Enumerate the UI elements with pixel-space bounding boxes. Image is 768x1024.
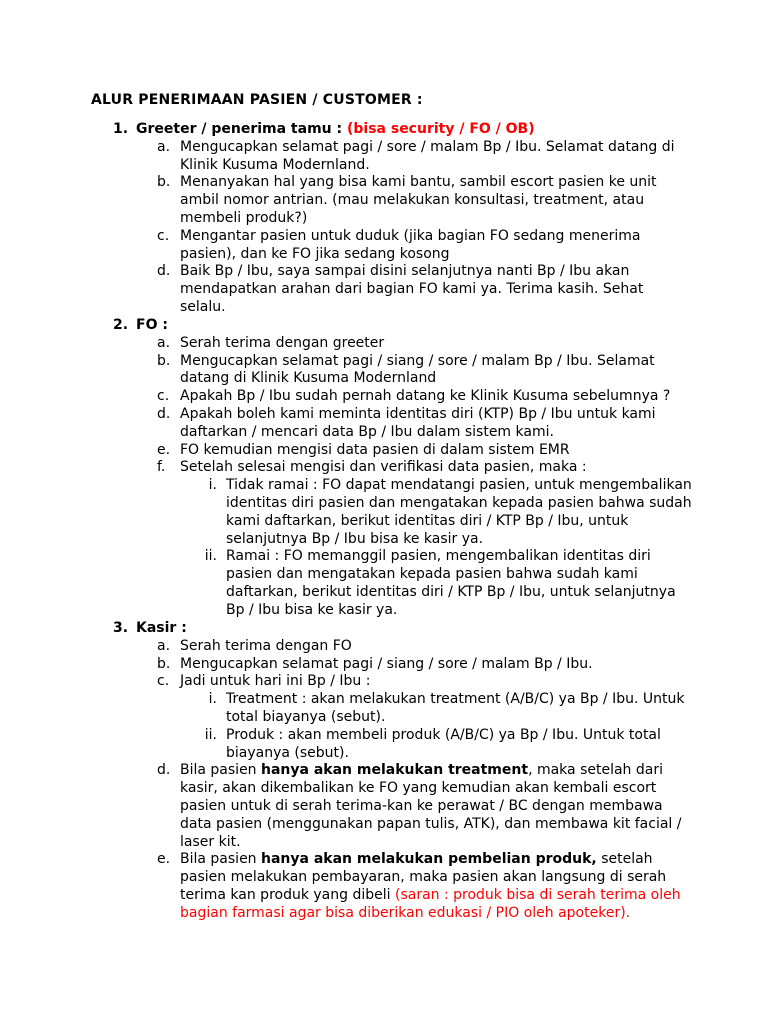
item-text: Serah terima dengan greeter — [180, 334, 385, 351]
section-fo — [113, 317, 693, 620]
item-label: d. — [157, 263, 171, 280]
item-text: Menanyakan hal yang bisa kami bantu, sambil escort pasien ke unit ambil nomor antrian. (mau melakukan konsultasi, treatment, atau membeli produk?) — [180, 174, 657, 226]
item-text-post: setelah pasien melakukan pembayaran, maka pasien akan langsung di serah terima kan produk yang dibeli — [180, 851, 667, 903]
section-title: Greeter / penerima tamu : — [136, 121, 343, 137]
item-label: e. — [157, 441, 171, 458]
list-item — [113, 673, 693, 691]
item-note: (saran : produk bisa di serah terima oleh bagian farmasi agar bisa diberikan edukasi / PIO oleh apoteker). — [180, 886, 681, 921]
item-label: a. — [157, 334, 171, 351]
section-greeter — [113, 121, 693, 317]
item-label: e. — [157, 851, 171, 868]
item-text: Jadi untuk hari ini Bp / Ibu : — [180, 673, 371, 690]
item-text: Mengucapkan selamat pagi / siang / sore / malam Bp / Ibu. Selamat datang di Klinik Kusuma Modernland — [180, 352, 655, 387]
item-text-pre: Bila pasien — [180, 851, 261, 868]
sub-list-item — [113, 548, 693, 619]
section-note: (bisa security / FO / OB) — [346, 121, 535, 137]
list-item — [113, 174, 693, 227]
item-label: c. — [157, 227, 170, 244]
item-text-bold: hanya akan melakukan pembelian produk, — [261, 851, 597, 868]
list-item — [113, 228, 693, 264]
list-item — [113, 762, 693, 851]
list-item — [113, 442, 693, 460]
section-number: 1. — [113, 121, 129, 137]
sub-item-text: Produk : akan membeli produk (A/B/C) ya Bp / Ibu. Untuk total biayanya (sebut). — [226, 726, 661, 761]
item-label: b. — [157, 655, 171, 672]
sub-list-item — [113, 727, 693, 763]
item-label: f. — [157, 459, 166, 476]
sub-item-text: Tidak ramai : FO dapat mendatangi pasien, untuk mengembalikan identitas diri pasien dan mengatakan kepada pasien bahwa sudah kami daftarkan, berikut identitas diri / KTP Bp / Ibu, untuk selanjutnya Bp / Ibu bisa ke kasir ya. — [226, 477, 692, 547]
list-item — [113, 459, 693, 477]
item-label: d. — [157, 762, 171, 779]
list-item — [113, 851, 693, 922]
list-item — [113, 388, 693, 406]
item-text-bold: hanya akan melakukan treatment — [261, 762, 529, 779]
item-text-post: , maka setelah dari kasir, akan dikembalikan ke FO yang kemudian akan kembali escort pasien untuk di serah terima-kan ke perawat / BC dengan membawa data pasien (menggunakan papan tulis, ATK), dan membawa kit facial / laser kit. — [180, 762, 682, 850]
list-item — [113, 335, 693, 353]
item-label: a. — [157, 138, 171, 155]
section-number: 3. — [113, 620, 129, 636]
section-title: Kasir : — [136, 620, 187, 636]
sub-item-label: i. — [208, 691, 217, 708]
sub-item-text: Treatment : akan melakukan treatment (A/B/C) ya Bp / Ibu. Untuk total biayanya (sebut). — [226, 691, 685, 725]
list-item — [113, 263, 693, 316]
sub-list-item — [113, 477, 693, 548]
item-text: Apakah Bp / Ibu sudah pernah datang ke Klinik Kusuma sebelumnya ? — [180, 388, 671, 405]
item-label: c. — [157, 673, 170, 690]
sub-item-label: i. — [208, 477, 217, 494]
list-item — [113, 638, 693, 656]
section-kasir — [113, 620, 693, 923]
item-text: Apakah boleh kami meminta identitas diri (KTP) Bp / Ibu untuk kami daftarkan / mencari data Bp / Ibu dalam sistem kami. — [180, 405, 656, 440]
item-label: b. — [157, 352, 171, 369]
section-heading — [113, 121, 693, 139]
item-label: c. — [157, 388, 170, 405]
item-text-pre: Bila pasien — [180, 762, 261, 779]
item-label: a. — [157, 637, 171, 654]
section-heading — [113, 317, 693, 335]
section-heading — [113, 620, 693, 638]
sub-list-item — [113, 691, 693, 727]
item-text: Mengantar pasien untuk duduk (jika bagian FO sedang menerima pasien), dan ke FO jika sedang kosong — [180, 227, 641, 262]
document-title: ALUR PENERIMAAN PASIEN / CUSTOMER : — [91, 92, 423, 108]
sub-item-label: ii. — [204, 548, 217, 565]
item-label: b. — [157, 174, 171, 191]
list-item — [113, 406, 693, 442]
item-text: FO kemudian mengisi data pasien di dalam sistem EMR — [180, 441, 570, 458]
item-text: Mengucapkan selamat pagi / sore / malam Bp / Ibu. Selamat datang di Klinik Kusuma Modernland. — [180, 138, 675, 173]
list-item — [113, 656, 693, 674]
item-text: Setelah selesai mengisi dan verifikasi data pasien, maka : — [180, 459, 587, 476]
item-text: Baik Bp / Ibu, saya sampai disini selanjutnya nanti Bp / Ibu akan mendapatkan arahan dari bagian FO kami ya. Terima kasih. Sehat selalu. — [180, 263, 644, 315]
item-label: d. — [157, 405, 171, 422]
section-title: FO : — [136, 317, 168, 333]
item-text: Serah terima dengan FO — [180, 637, 352, 654]
sub-item-label: ii. — [204, 726, 217, 743]
list-item — [113, 353, 693, 389]
section-number: 2. — [113, 317, 129, 333]
sub-item-text: Ramai : FO memanggil pasien, mengembalikan identitas diri pasien dan mengatakan kepada pasien bahwa sudah kami daftarkan, berikut identitas diri / KTP Bp / Ibu, untuk selanjutnya Bp / Ibu bisa ke kasir ya. — [226, 548, 676, 618]
item-text: Mengucapkan selamat pagi / siang / sore / malam Bp / Ibu. — [180, 655, 593, 672]
list-item — [113, 139, 693, 175]
